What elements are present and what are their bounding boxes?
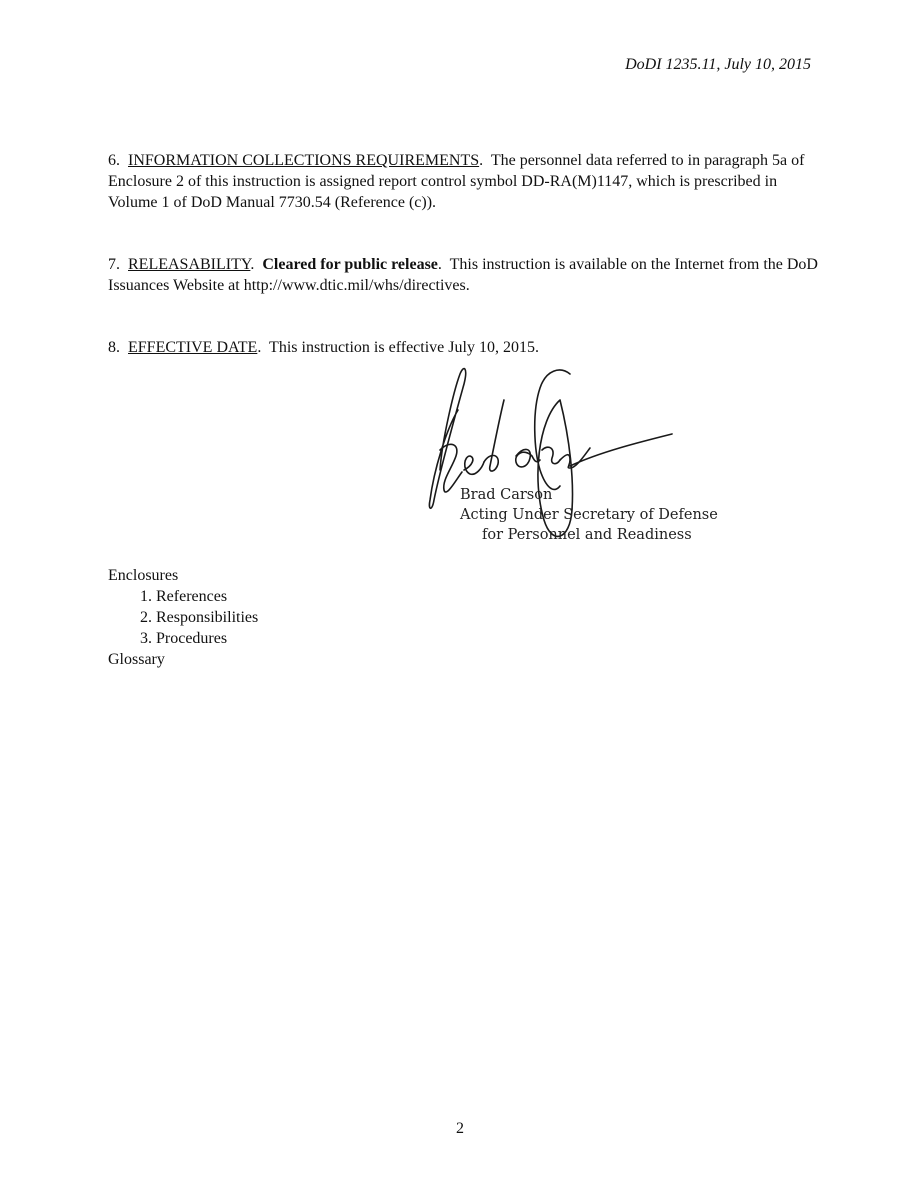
enclosure-item-references: 1. References	[140, 588, 228, 605]
section-8-text: This instruction is effective July 10, 2015.	[269, 339, 539, 356]
section-7-releasability: 7. RELEASABILITY. Cleared for public release. This instruction is available on the Internet from the DoD Issuances Website at http://www.dtic.mil/whs/directives.	[108, 256, 818, 294]
section-8-effective-date: 8. EFFECTIVE DATE. This instruction is effective July 10, 2015.	[108, 339, 539, 356]
signer-title-line2: for Personnel and Readiness	[482, 527, 692, 543]
section-7-number: 7.	[108, 256, 120, 273]
section-7-bold-text: Cleared for public release	[262, 256, 438, 273]
signer-title-line1: Acting Under Secretary of Defense	[460, 507, 718, 523]
signer-name: Brad Carson	[460, 487, 553, 503]
section-6-information-collections: 6. INFORMATION COLLECTIONS REQUIREMENTS. The personnel data referred to in paragraph 5a of Enclosure 2 of this instruction is assigned report control symbol DD-RA(M)1147, which is prescribed in Volume 1 of DoD Manual 7730.54 (Reference (c)).	[108, 152, 805, 211]
page-number: 2	[456, 1120, 464, 1137]
section-7-heading: RELEASABILITY	[128, 256, 251, 273]
section-8-number: 8.	[108, 339, 120, 356]
signature-block	[420, 360, 740, 550]
section-8-heading: EFFECTIVE DATE	[128, 339, 258, 356]
section-6-heading: INFORMATION COLLECTIONS REQUIREMENTS	[128, 152, 480, 169]
document-reference-header: DoDI 1235.11, July 10, 2015	[625, 56, 811, 73]
enclosure-item-procedures: 3. Procedures	[140, 630, 228, 647]
section-6-number: 6.	[108, 152, 120, 169]
enclosures-list	[108, 565, 258, 670]
enclosure-item-responsibilities: 2. Responsibilities	[140, 609, 259, 626]
section-7-text: This instruction is available on the Internet from the DoD Issuances Website at http://www.dtic.mil/whs/directives.	[108, 256, 818, 294]
glossary-label: Glossary	[108, 651, 165, 668]
enclosures-label: Enclosures	[108, 567, 179, 584]
section-6-text: The personnel data referred to in paragraph 5a of Enclosure 2 of this instruction is assigned report control symbol DD-RA(M)1147, which is prescribed in Volume 1 of DoD Manual 7730.54 (Reference (c)).	[108, 152, 805, 211]
